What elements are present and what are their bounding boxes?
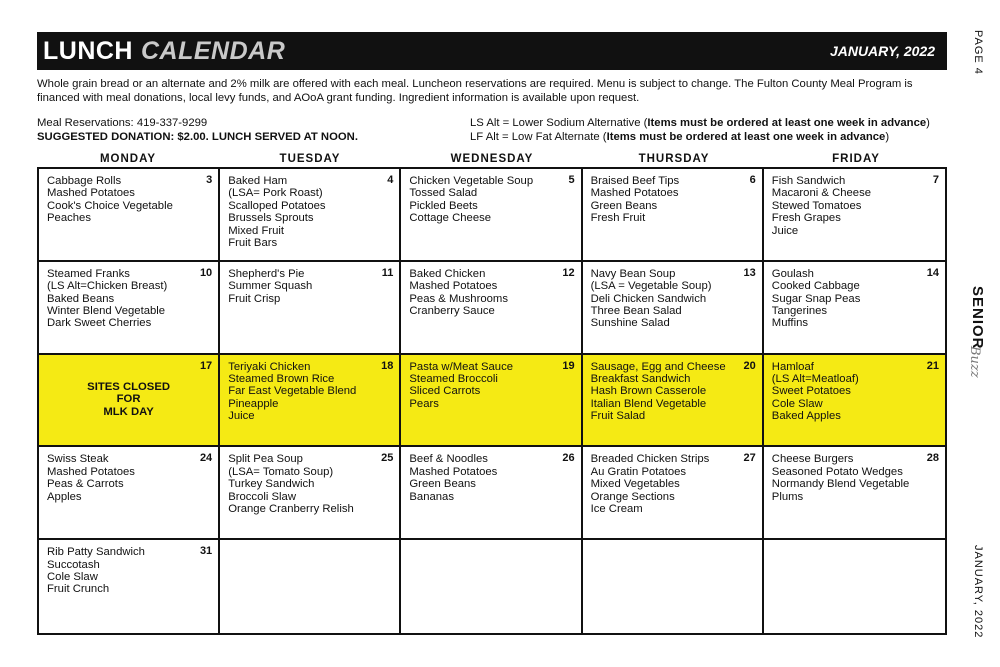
- calendar-day-cell: [583, 262, 764, 355]
- senior-buzz-logo: [962, 286, 990, 406]
- lf-alt-close: ): [885, 131, 890, 143]
- menu-item: Macaroni & Cheese: [771, 187, 872, 200]
- calendar-day-cell: [220, 540, 401, 633]
- menu-items: [228, 452, 394, 516]
- day-number: 18: [381, 359, 394, 372]
- menu-items: [47, 266, 213, 330]
- menu-item: Goulash: [771, 267, 814, 280]
- calendar-day-cell: [401, 355, 582, 448]
- calendar-day-cell: [583, 540, 764, 633]
- menu-item: Orange Sections: [590, 490, 675, 503]
- banner-date: JANUARY, 2022: [829, 43, 935, 59]
- menu-items: [409, 174, 575, 225]
- calendar-day-cell: [220, 447, 401, 540]
- day-number: 10: [199, 266, 213, 279]
- menu-item: Cole Slaw: [771, 397, 823, 410]
- side-page-number: [966, 30, 988, 90]
- lf-alt-text: LF Alt = Low Fat Alternate (: [470, 131, 607, 143]
- menu-item: Scalloped Potatoes: [228, 199, 326, 212]
- menu-items: [591, 175, 754, 225]
- calendar-day-cell: [764, 540, 945, 633]
- suggested-donation: SUGGESTED DONATION: $2.00. LUNCH SERVED AT NOON.: [37, 131, 358, 143]
- menu-item: SITES CLOSED: [87, 380, 171, 393]
- menu-item: Brussels Sprouts: [228, 212, 314, 225]
- brand-senior: SENIOR: [969, 286, 986, 350]
- intro-paragraph: Whole grain bread or an alternate and 2% milk are offered with each meal. Luncheon reservations are required. Menu is subject to change. The Fulton County Meal Program is financed with meal donations, local levy funds, and AOoA grant funding. Ingredient information is available upon request.: [37, 78, 913, 104]
- menu-item: Green Beans: [590, 199, 658, 212]
- menu-item: Fruit Salad: [590, 410, 646, 423]
- ls-alt-text: LS Alt = Lower Sodium Alternative (: [470, 117, 648, 129]
- day-number: 4: [387, 174, 394, 186]
- menu-item: Apples: [47, 490, 82, 503]
- calendar-day-cell: [764, 169, 945, 262]
- day-number: 24: [199, 452, 213, 465]
- menu-item: Italian Blend Vegetable: [590, 397, 707, 410]
- menu-item: Muffins: [771, 317, 809, 330]
- menu-item: Mixed Vegetables: [590, 478, 680, 491]
- menu-item: Sausage, Egg and Cheese: [590, 360, 726, 373]
- menu-item: (LS Alt=Meatloaf): [771, 373, 859, 385]
- menu-item: Breaded Chicken Strips: [590, 453, 710, 466]
- day-number: 21: [926, 359, 939, 372]
- brand-buzz: Buzz: [967, 346, 982, 378]
- title-calendar: CALENDAR: [141, 36, 286, 65]
- menu-item: Split Pea Soup: [228, 453, 303, 466]
- menu-item: Ice Cream: [590, 503, 643, 516]
- menu-item: Pineapple: [228, 397, 279, 410]
- menu-items: [47, 452, 213, 503]
- ls-alt-legend: [470, 116, 930, 130]
- weekday-tuesday: TUESDAY: [279, 153, 341, 165]
- weekday-header-row: [37, 153, 947, 167]
- day-number: 28: [926, 452, 939, 465]
- menu-item: Summer Squash: [228, 280, 313, 293]
- day-number: 20: [743, 359, 756, 372]
- menu-items: [228, 359, 394, 423]
- menu-items: [772, 175, 937, 237]
- day-number: 12: [562, 266, 575, 279]
- day-number: 25: [381, 452, 394, 465]
- calendar-day-cell: [39, 447, 220, 540]
- menu-item: Mashed Potatoes: [409, 465, 498, 478]
- calendar-day-cell: [39, 262, 220, 355]
- day-number: 11: [381, 266, 394, 279]
- calendar-day-cell: [220, 169, 401, 262]
- day-number: 27: [743, 452, 756, 465]
- menu-items: [228, 268, 391, 305]
- calendar-day-cell: [39, 169, 220, 262]
- day-number: 6: [749, 174, 756, 186]
- menu-items: [772, 453, 937, 503]
- weekday-friday: FRIDAY: [832, 153, 880, 165]
- issue-date: JANUARY, 2022: [972, 545, 984, 639]
- menu-item: Sugar Snap Peas: [771, 292, 861, 305]
- menu-item: Sweet Potatoes: [771, 385, 851, 398]
- menu-item: Juice: [228, 410, 255, 423]
- menu-item: Hash Brown Casserole: [590, 385, 707, 398]
- ls-alt-note: Items must be ordered at least one week in advance: [647, 117, 927, 129]
- menu-item: (LSA= Tomato Soup): [228, 465, 334, 478]
- menu-item: Far East Vegetable Blend: [228, 385, 357, 398]
- menu-item: Fresh Grapes: [771, 212, 841, 225]
- menu-item: Mashed Potatoes: [47, 187, 135, 200]
- menu-item: Juice: [771, 224, 799, 237]
- calendar-day-cell: [583, 447, 764, 540]
- menu-item: Peas & Carrots: [47, 478, 124, 491]
- calendar-day-cell: [764, 355, 945, 448]
- menu-items: [591, 453, 754, 515]
- menu-item: Mashed Potatoes: [409, 280, 498, 293]
- day-number: 7: [932, 174, 939, 186]
- calendar-day-cell: [401, 540, 582, 633]
- menu-item: Tossed Salad: [409, 187, 478, 200]
- menu-item: Baked Beans: [47, 292, 115, 305]
- menu-items: [591, 268, 754, 330]
- menu-item: Beef & Noodles: [409, 453, 488, 466]
- weekday-wednesday: WEDNESDAY: [450, 153, 534, 165]
- menu-items: [47, 174, 213, 225]
- menu-item: Fruit Crunch: [47, 583, 110, 596]
- calendar-day-cell: [401, 169, 582, 262]
- calendar-day-cell: [401, 262, 582, 355]
- menu-item: Chicken Vegetable Soup: [409, 175, 534, 187]
- menu-item: Pasta w/Meat Sauce: [409, 360, 513, 373]
- menu-item: Pickled Beets: [409, 199, 478, 212]
- alternatives-legend: [470, 116, 930, 144]
- weekday-thursday: THURSDAY: [638, 153, 710, 165]
- calendar-day-cell: [583, 355, 764, 448]
- menu-item: Au Gratin Potatoes: [590, 465, 687, 478]
- calendar-day-cell: [39, 540, 220, 633]
- menu-items: [228, 174, 394, 250]
- day-number: 14: [926, 266, 939, 279]
- menu-item: Dark Sweet Cherries: [47, 317, 152, 330]
- page-number: PAGE 4: [972, 30, 984, 75]
- menu-item: Winter Blend Vegetable: [47, 305, 166, 318]
- menu-item: Teriyaki Chicken: [228, 360, 311, 373]
- day-number: 13: [743, 266, 756, 279]
- weekday-monday: MONDAY: [99, 153, 157, 165]
- calendar-day-cell: [764, 447, 945, 540]
- menu-item: Cooked Cabbage: [771, 280, 860, 293]
- menu-items: [409, 452, 575, 503]
- menu-item: Braised Beef Tips: [590, 175, 680, 187]
- calendar-day-cell: [220, 262, 401, 355]
- day-number: 31: [199, 545, 213, 558]
- lf-alt-legend: [470, 130, 930, 144]
- menu-items: [409, 359, 575, 411]
- menu-item: Fish Sandwich: [771, 175, 846, 187]
- page-title: [43, 37, 285, 66]
- day-number: 19: [562, 359, 575, 372]
- menu-item: Cottage Cheese: [409, 212, 492, 225]
- menu-item: Shepherd's Pie: [228, 267, 305, 280]
- menu-item: Pears: [409, 397, 439, 410]
- menu-items: [47, 545, 213, 596]
- menu-items: [772, 268, 937, 330]
- menu-item: Fruit Crisp: [228, 292, 281, 305]
- menu-item: Sliced Carrots: [409, 385, 481, 398]
- menu-item: Seasoned Potato Wedges: [771, 465, 903, 478]
- menu-item: Cranberry Sauce: [409, 305, 495, 318]
- menu-item: Hamloaf: [771, 360, 814, 373]
- menu-item: Stewed Tomatoes: [771, 199, 862, 212]
- menu-item: Swiss Steak: [47, 453, 109, 466]
- menu-item: Mashed Potatoes: [590, 187, 679, 200]
- menu-item: Peas & Mushrooms: [409, 292, 508, 305]
- menu-item: Mixed Fruit: [228, 224, 285, 237]
- menu-item: Fresh Fruit: [590, 212, 646, 225]
- menu-item: Turkey Sandwich: [228, 478, 315, 491]
- menu-item: Tangerines: [771, 305, 828, 318]
- day-number: 5: [568, 174, 575, 186]
- menu-item: Sunshine Salad: [590, 317, 670, 330]
- menu-item: Fruit Bars: [228, 237, 278, 250]
- menu-item: Cole Slaw: [47, 571, 98, 583]
- menu-item: Mashed Potatoes: [47, 465, 135, 478]
- menu-items: [47, 381, 210, 419]
- calendar-grid: [37, 167, 947, 635]
- menu-item: Navy Bean Soup: [590, 267, 676, 280]
- menu-item: Orange Cranberry Relish: [228, 503, 354, 516]
- calendar-day-cell: [583, 169, 764, 262]
- menu-item: Baked Apples: [771, 410, 841, 423]
- calendar-day-cell: [39, 355, 220, 448]
- menu-item: Succotash: [47, 558, 100, 571]
- menu-item: Steamed Brown Rice: [228, 373, 335, 385]
- menu-item: Three Bean Salad: [590, 305, 682, 318]
- menu-item: Cheese Burgers: [771, 453, 854, 466]
- menu-items: [772, 361, 937, 423]
- menu-item: (LSA= Pork Roast): [228, 187, 323, 200]
- menu-item: FOR: [116, 393, 141, 406]
- title-banner: [37, 32, 947, 70]
- menu-item: Bananas: [409, 490, 454, 503]
- menu-item: Breakfast Sandwich: [590, 373, 691, 385]
- menu-item: Rib Patty Sandwich: [47, 546, 145, 559]
- menu-item: (LS Alt=Chicken Breast): [47, 280, 168, 293]
- menu-item: Steamed Franks: [47, 267, 130, 280]
- menu-items: [591, 361, 754, 423]
- day-number: 17: [199, 359, 213, 372]
- reservation-phone: Meal Reservations: 419-337-9299: [37, 117, 208, 129]
- menu-item: Cook's Choice Vegetable: [47, 199, 173, 212]
- reservation-info: [37, 116, 358, 144]
- menu-item: Green Beans: [409, 478, 476, 491]
- menu-item: Peaches: [47, 212, 91, 225]
- day-number: 26: [562, 452, 575, 465]
- menu-item: Baked Ham: [228, 175, 288, 187]
- menu-item: Steamed Broccoli: [409, 373, 498, 385]
- lf-alt-note: Items must be ordered at least one week in advance: [606, 131, 886, 143]
- menu-items: [409, 266, 575, 318]
- calendar-day-cell: [220, 355, 401, 448]
- ls-alt-close: ): [926, 117, 930, 129]
- menu-item: Baked Chicken: [409, 267, 486, 280]
- menu-item: Plums: [771, 490, 804, 503]
- side-issue-date: [966, 545, 988, 645]
- day-number: 3: [206, 174, 213, 186]
- title-lunch: LUNCH: [43, 36, 133, 65]
- calendar-day-cell: [401, 447, 582, 540]
- menu-item: (LSA = Vegetable Soup): [590, 280, 712, 293]
- menu-item: Deli Chicken Sandwich: [590, 292, 707, 305]
- menu-item: Cabbage Rolls: [47, 175, 122, 187]
- menu-item: MLK DAY: [103, 405, 154, 418]
- menu-item: Normandy Blend Vegetable: [771, 478, 910, 491]
- menu-item: Broccoli Slaw: [228, 490, 296, 503]
- calendar-day-cell: [764, 262, 945, 355]
